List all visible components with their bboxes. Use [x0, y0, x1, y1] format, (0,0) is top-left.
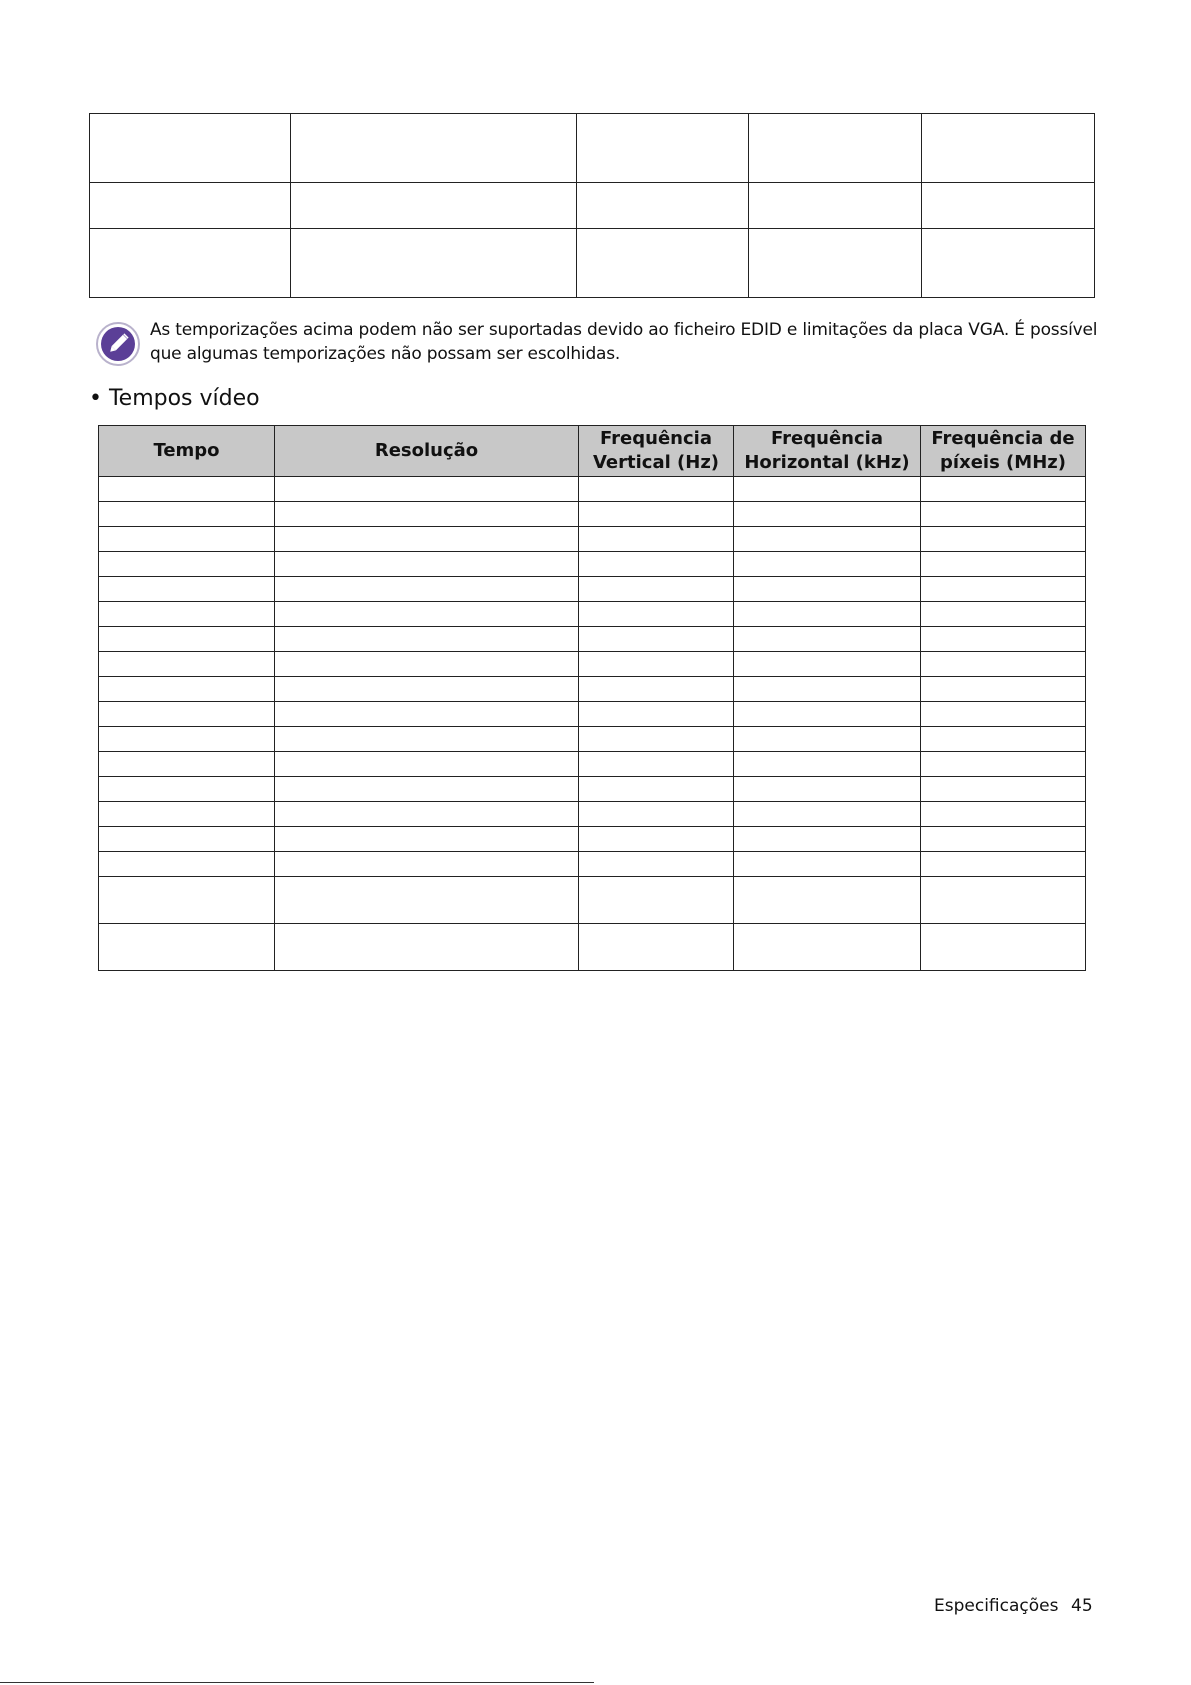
- table-row: [99, 477, 1086, 502]
- header-frequencia-vertical: Frequência Vertical (Hz): [579, 426, 734, 477]
- table-row: [99, 827, 1086, 852]
- table-row: [99, 502, 1086, 527]
- video-timing-table: [98, 425, 1086, 971]
- table-row: [99, 802, 1086, 827]
- timing-table-continued: [89, 113, 1095, 298]
- table-row: [90, 183, 1095, 229]
- header-resolucao: Resolução: [275, 426, 579, 477]
- table-row: [99, 577, 1086, 602]
- header-frequencia-pixeis: Frequência de píxeis (MHz): [921, 426, 1086, 477]
- table-row: [99, 627, 1086, 652]
- table-row: [99, 777, 1086, 802]
- section-title: • Tempos vídeo: [89, 386, 260, 411]
- table-row: [99, 852, 1086, 877]
- table-row: [99, 877, 1086, 924]
- note-text: As temporizações acima podem não ser suportadas devido ao ficheiro EDID e limitações da placa VGA. É possível que algumas temporizações não possam ser escolhidas.: [150, 320, 1098, 364]
- table-row: [99, 677, 1086, 702]
- table-row: [99, 924, 1086, 971]
- table-row: [99, 752, 1086, 777]
- page-number: 45: [1071, 1596, 1093, 1616]
- table-row: [99, 702, 1086, 727]
- table-row: [99, 727, 1086, 752]
- table-header-row: [99, 426, 1086, 477]
- table-row: [99, 527, 1086, 552]
- table-row: [99, 652, 1086, 677]
- table-row: [99, 552, 1086, 577]
- table-row: [99, 602, 1086, 627]
- footer-section-title: Especificações: [934, 1596, 1059, 1616]
- table-row: [90, 114, 1095, 183]
- table-row: [90, 229, 1095, 298]
- header-frequencia-horizontal: Frequência Horizontal (kHz): [734, 426, 921, 477]
- bottom-divider: [0, 1682, 594, 1683]
- pencil-note-icon: [96, 322, 140, 366]
- header-tempo: Tempo: [99, 426, 275, 477]
